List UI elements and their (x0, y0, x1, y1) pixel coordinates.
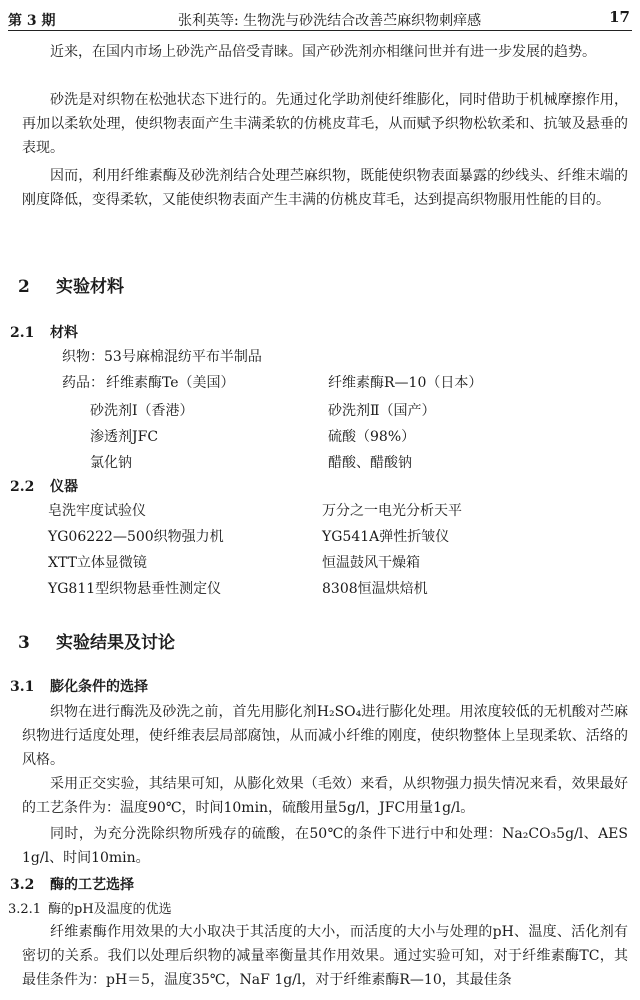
instrument-item: 恒温鼓风干燥箱 (322, 555, 420, 571)
chemical-item: 氯化钠 (90, 455, 132, 471)
instrument-item: 皂洗牢度试验仪 (48, 503, 146, 519)
subsection-3-1-heading (10, 676, 148, 696)
running-title: 张利英等: 生物洗与砂洗结合改善苎麻织物刺痒感 (178, 13, 482, 29)
subsection-title: 酶的工艺选择 (50, 877, 134, 893)
issue-number: 第 3 期 (8, 13, 56, 29)
chemical-item: 硫酸（98%） (328, 429, 416, 445)
subsection-number: 3.1 (10, 679, 35, 695)
intro-paragraph-2: 砂洗是对织物在松弛状态下进行的。先通过化学助剂使纤维膨化，同时借助于机械摩擦作用，再加以柔软处理，使织物表面产生丰满柔软的仿桃皮茸毛，从而赋予织物松软柔和、抗皱及悬垂的表现。 (22, 92, 628, 156)
fabric-line: 织物：53号麻棉混纺平布半制品 (62, 349, 262, 365)
subsection-number: 3.2 (10, 877, 35, 893)
running-header (8, 8, 632, 31)
chemical-item: 纤维素酶R—10（日本） (328, 375, 483, 391)
subsection-title: 仪器 (50, 479, 78, 495)
chemical-item: 砂洗剂Ⅱ（国产） (328, 403, 436, 419)
subsection-3-2-1-heading (8, 898, 172, 917)
section-3-heading (18, 628, 175, 653)
chemical-item: 纤维素酶Te（美国） (106, 375, 235, 391)
chemical-item: 渗透剂JFC (90, 429, 159, 445)
subsection-number: 2.2 (10, 479, 35, 495)
section-3-paragraph-2: 采用正交实验，其结果可知，从膨化效果（毛效）来看，从织物强力损失情况来看，效果最好的工艺条件为：温度90℃，时间10min，硫酸用量5g/l，JFC用量1g/l。 (22, 776, 628, 816)
subsection-number: 3.2.1 (8, 902, 42, 917)
instrument-item: 万分之一电光分析天平 (322, 503, 462, 519)
subsection-title: 材料 (50, 325, 78, 341)
subsection-3-2-heading (10, 874, 134, 894)
chemicals-label: 药品： (62, 375, 104, 391)
section-title: 实验结果及讨论 (56, 633, 175, 653)
subsection-title: 酶的pH及温度的优选 (48, 902, 172, 917)
section-3-paragraph-3: 同时，为充分洗除织物所残存的硫酸，在50℃的条件下进行中和处理：Na₂CO₃5g/l、AES 1g/l、时间10min。 (22, 826, 628, 866)
chemical-item: 砂洗剂Ⅰ（香港） (90, 403, 194, 419)
section-3-paragraph-1: 织物在进行酶洗及砂洗之前，首先用膨化剂H₂SO₄进行膨化处理。用浓度较低的无机酸对苎麻织物进行适度处理，使纤维表层局部腐蚀，从而减小纤维的刚度，使织物整体上呈现柔软、活络的风格。 (22, 704, 628, 768)
section-3-paragraph-4: 纤维素酶作用效果的大小取决于其活度的大小，而活度的大小与处理的pH、温度、活化剂有密切的关系。我们以处理后织物的减量率衡量其作用效果。通过实验可知，对于纤维素酶TC，其最佳条件为：pH＝5，温度35℃，NaF 1g/l，对于纤维素酶R—10，其最佳条 (22, 924, 628, 988)
instrument-item: XTT立体显微镜 (48, 555, 147, 571)
subsection-title: 膨化条件的选择 (50, 679, 148, 695)
page-number: 17 (609, 8, 630, 26)
subsection-2-1-heading (10, 322, 78, 342)
section-2-heading (18, 272, 124, 297)
section-number: 3 (18, 633, 30, 653)
subsection-2-2-heading (10, 476, 78, 496)
instrument-item: YG541A弹性折皱仪 (322, 529, 450, 545)
intro-paragraph-1: 近来，在国内市场上砂洗产品倍受青睐。国产砂洗剂亦相继问世并有进一步发展的趋势。 (50, 44, 596, 60)
section-title: 实验材料 (56, 277, 124, 297)
instrument-item: YG811型织物悬垂性测定仪 (48, 581, 222, 597)
intro-paragraph-3: 因而，利用纤维素酶及砂洗剂结合处理苎麻织物，既能使织物表面暴露的纱线头、纤维末端的刚度降低，变得柔软，又能使织物表面产生丰满的仿桃皮茸毛，达到提高织物服用性能的目的。 (22, 168, 628, 208)
chemical-item: 醋酸、醋酸钠 (328, 455, 412, 471)
subsection-number: 2.1 (10, 325, 35, 341)
instrument-item: 8308恒温烘焙机 (322, 581, 428, 597)
instrument-item: YG06222—500织物强力机 (48, 529, 224, 545)
section-number: 2 (18, 277, 30, 297)
